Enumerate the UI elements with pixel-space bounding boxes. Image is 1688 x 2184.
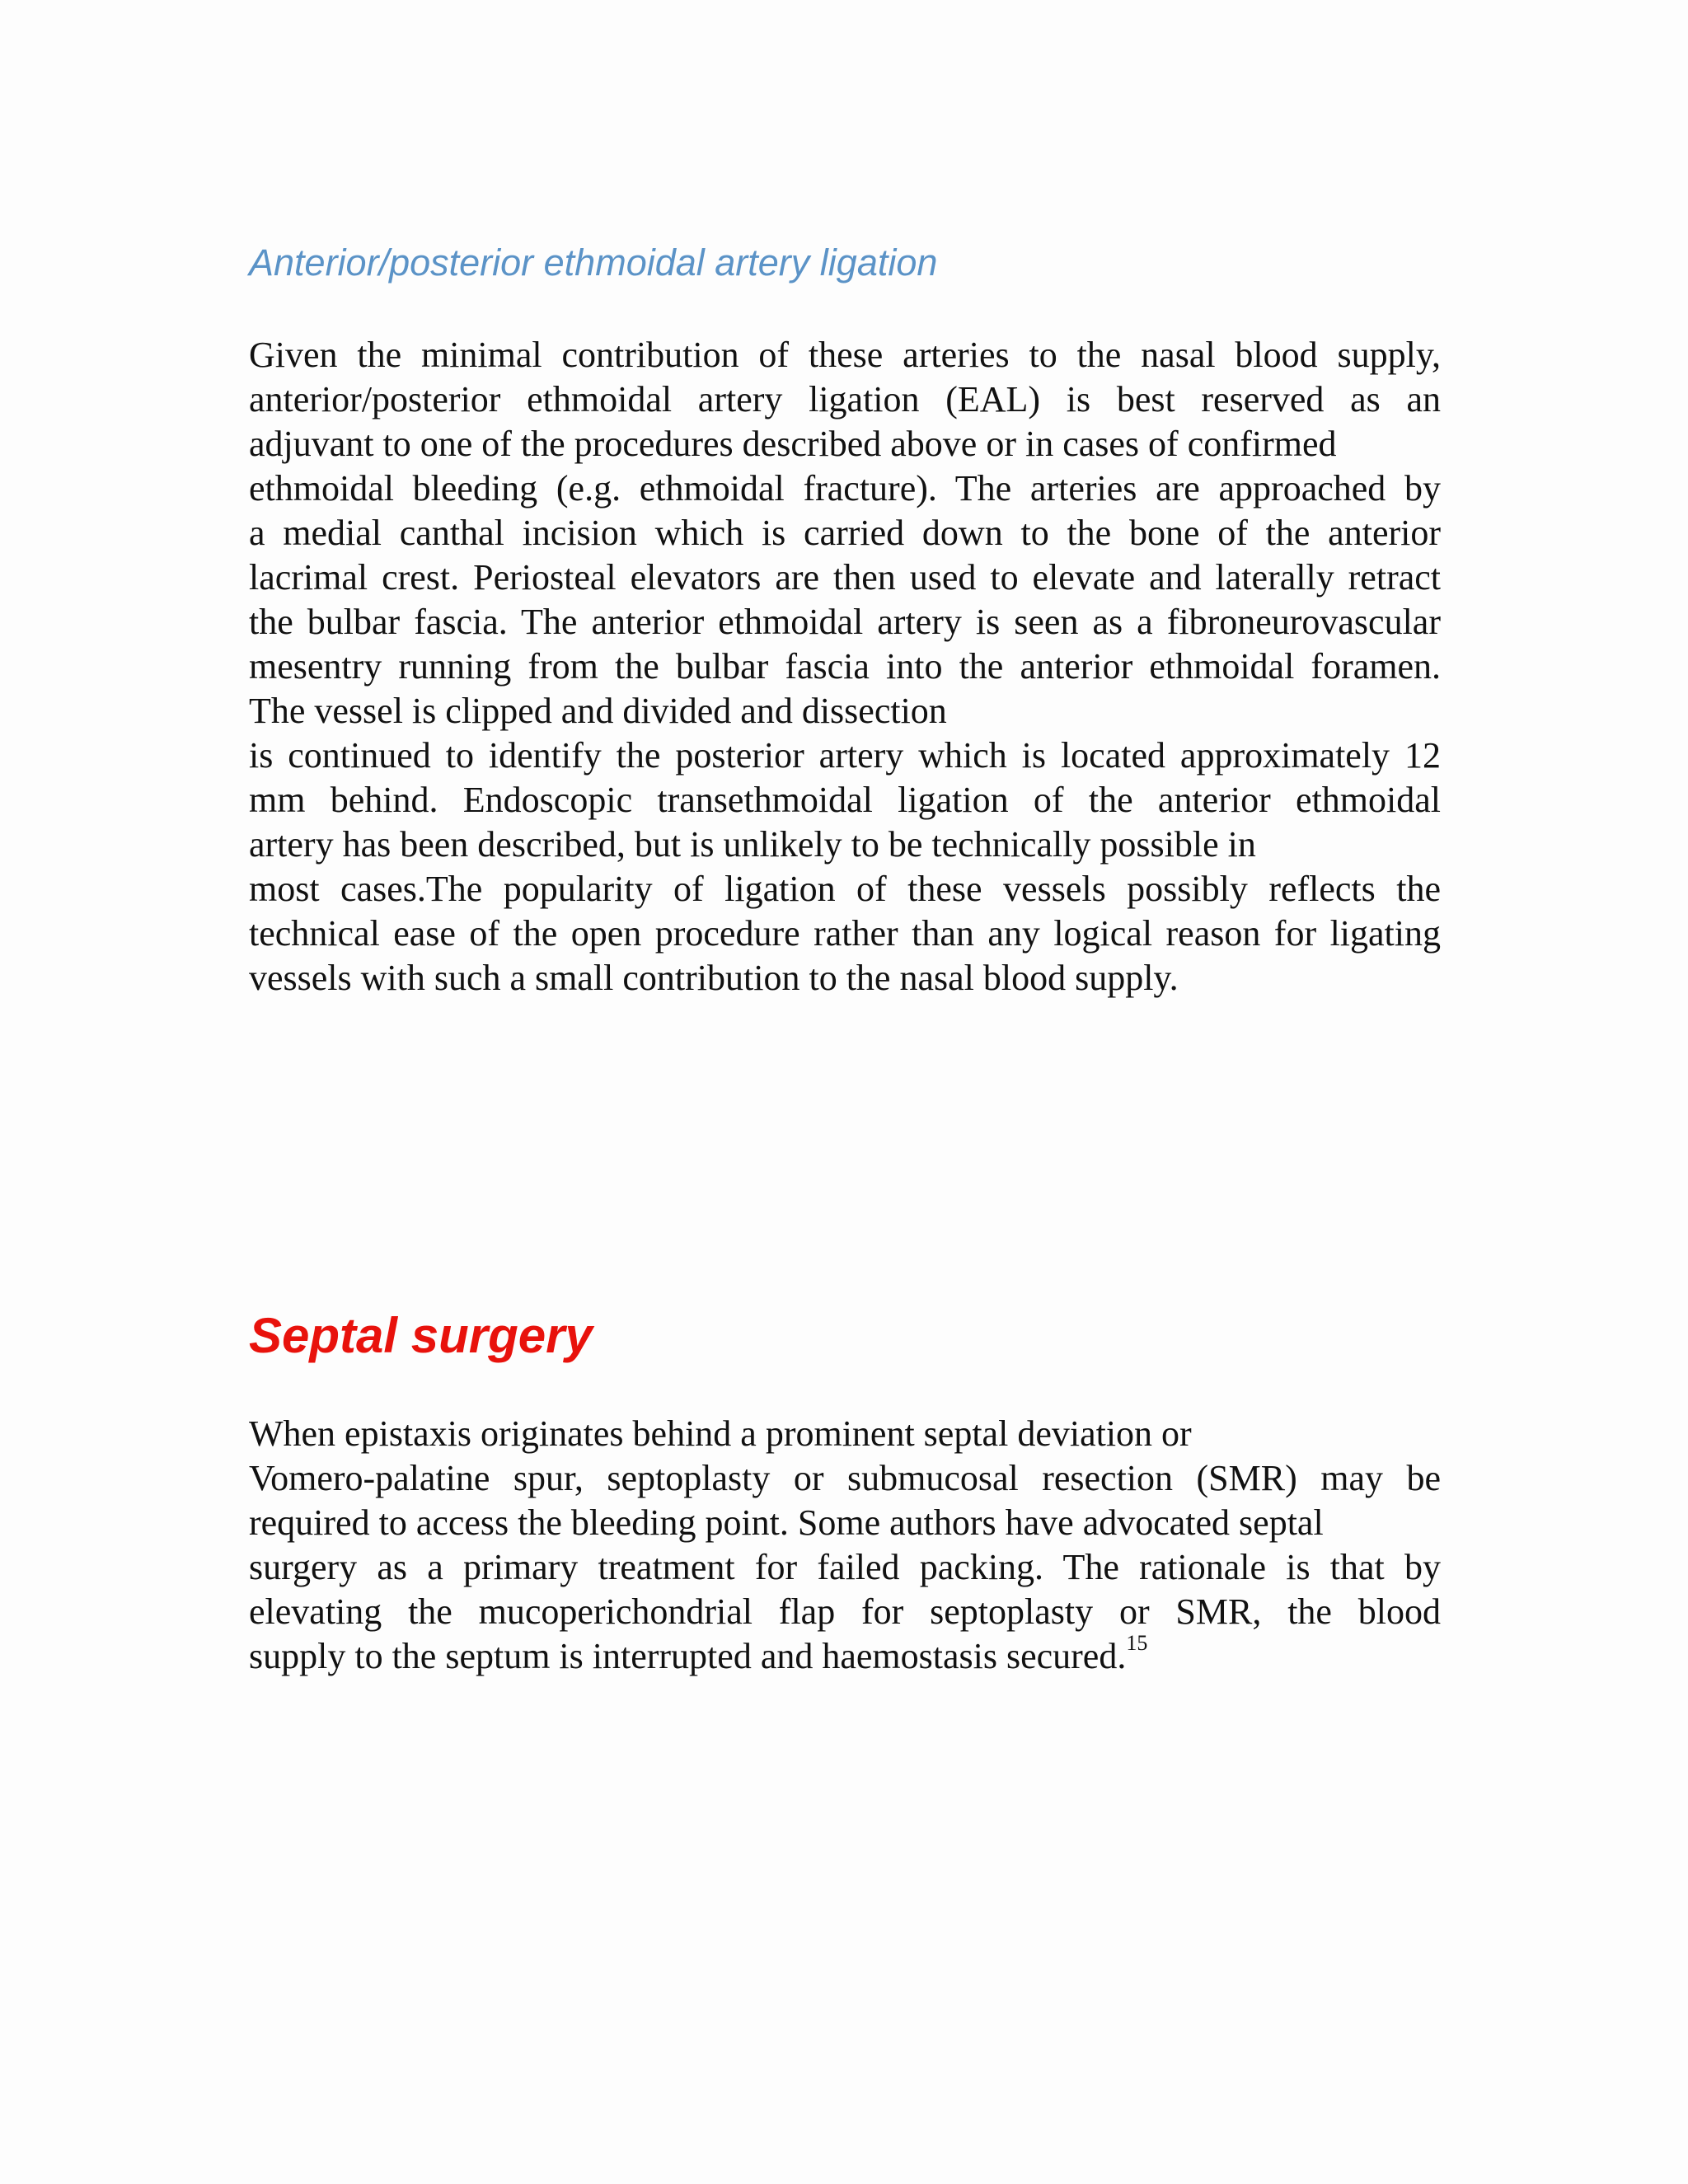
septal-surgery-paragraph [249,1412,1441,1679]
paragraph-line: a medial canthal incision which is carried down to the bone of the anterior [249,513,1441,553]
paragraph-line: anterior/posterior ethmoidal artery ligation (EAL) is best reserved as an [249,379,1441,419]
paragraph-last-line [249,1631,1441,1679]
paragraph-line: surgery as a primary treatment for failed packing. The rationale is that by [249,1547,1441,1587]
paragraph-line: Vomero-palatine spur, septoplasty or submucosal resection (SMR) may be [249,1458,1441,1498]
section-subheading: Anterior/posterior ethmoidal artery ligation [249,241,938,284]
paragraph-line-text: supply to the septum is interrupted and haemostasis secured. [249,1636,1127,1676]
paragraph-line: elevating the mucoperichondrial flap for septoplasty or SMR, the blood [249,1591,1441,1632]
section-heading: Septal surgery [249,1308,593,1363]
paragraph-line: adjuvant to one of the procedures described above or in cases of confirmed [249,424,1337,464]
paragraph-line: mm behind. Endoscopic transethmoidal ligation of the anterior ethmoidal [249,780,1441,820]
paragraph-line: vessels with such a small contribution to the nasal blood supply. [249,958,1179,998]
footnote-reference: 15 [1126,1631,1148,1656]
paragraph-line: required to access the bleeding point. Some authors have advocated septal [249,1502,1324,1543]
paragraph-line: technical ease of the open procedure rather than any logical reason for ligating [249,913,1441,954]
paragraph-line: is continued to identify the posterior artery which is located approximately 12 [249,735,1441,776]
paragraph-line: the bulbar fascia. The anterior ethmoidal artery is seen as a fibroneurovascular [249,602,1441,642]
paragraph-line: artery has been described, but is unlikely to be technically possible in [249,824,1256,865]
paragraph-line: Given the minimal contribution of these arteries to the nasal blood supply, [249,335,1441,375]
ethmoidal-ligation-paragraph [249,333,1441,1001]
paragraph-line: most cases.The popularity of ligation of these vessels possibly reflects the [249,869,1441,909]
paragraph-line: ethmoidal bleeding (e.g. ethmoidal fracture). The arteries are approached by [249,468,1441,509]
paragraph-line: When epistaxis originates behind a prominent septal deviation or [249,1413,1192,1454]
paragraph-line: The vessel is clipped and divided and dissection [249,691,947,731]
paragraph-line: lacrimal crest. Periosteal elevators are then used to elevate and laterally retract [249,557,1441,598]
paragraph-line: mesentry running from the bulbar fascia into the anterior ethmoidal foramen. [249,646,1441,687]
